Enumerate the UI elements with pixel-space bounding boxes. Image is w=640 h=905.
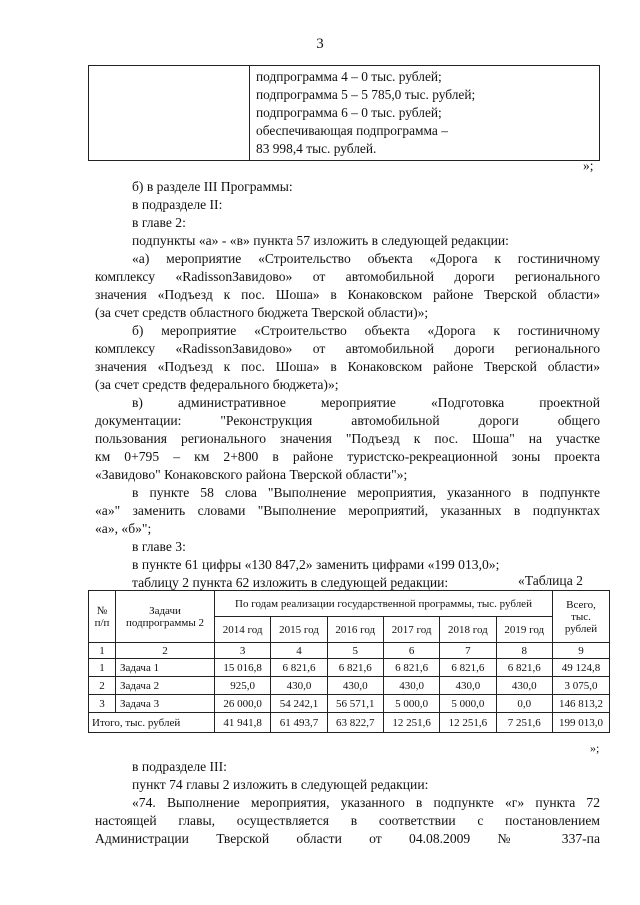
table-closing-quote: »; — [590, 741, 600, 755]
index-row — [89, 643, 610, 659]
col-header-total: Всего, тыс. рублей — [553, 591, 610, 643]
row-value: 56 571,1 — [327, 695, 383, 713]
index-cell: 4 — [271, 643, 327, 659]
col-header-task: Задачи подпрограммы 2 — [116, 591, 215, 643]
text-line: «а»" заменить словами "Выполнение мероприятий, указанных в подпунктах — [95, 503, 600, 518]
row-task: Задача 2 — [116, 677, 215, 695]
year-header: 2016 год — [327, 617, 383, 643]
subprogram-funding-table — [88, 65, 600, 161]
text-line: настоящей главы, осуществляется в соответствии с постановлением — [95, 813, 600, 828]
row-number: 2 — [89, 677, 116, 695]
text-line: в главе 2: — [132, 215, 186, 230]
index-cell: 7 — [440, 643, 496, 659]
text-line: документации: "Реконструкция автомобильной дороги общего — [95, 413, 600, 428]
empty-cell — [89, 66, 250, 161]
funding-line: подпрограмма 6 – 0 тыс. рублей; — [256, 105, 442, 120]
row-value: 430,0 — [383, 677, 439, 695]
row-value: 430,0 — [271, 677, 327, 695]
row-value: 430,0 — [327, 677, 383, 695]
row-number: 3 — [89, 695, 116, 713]
text-line: Администрации Тверской области от 04.08.2009 № 337-па — [95, 831, 600, 846]
row-value: 6 821,6 — [327, 659, 383, 677]
text-line: пользования регионального значения "Подъезд к пос. Шоша" на участке — [95, 431, 600, 446]
text-line: «а», «б»"; — [95, 521, 152, 536]
total-value: 12 251,6 — [440, 713, 496, 733]
row-value: 0,0 — [496, 695, 552, 713]
text-line: комплексу «RadissonЗавидово» от автомобильной дороги регионального — [95, 269, 600, 284]
text-line: в главе 3: — [132, 539, 186, 554]
total-label: Итого, тыс. рублей — [89, 713, 215, 733]
index-cell: 8 — [496, 643, 552, 659]
row-value: 15 016,8 — [215, 659, 271, 677]
total-value: 63 822,7 — [327, 713, 383, 733]
row-total: 3 075,0 — [553, 677, 610, 695]
text-line: б) мероприятие «Строительство объекта «Дорога к гостиничному — [132, 323, 600, 338]
text-line: «Завидово" Конаковского района Тверской области"»; — [95, 467, 408, 482]
table-row — [89, 695, 610, 713]
row-value: 430,0 — [496, 677, 552, 695]
index-cell: 2 — [116, 643, 215, 659]
funding-line: обеспечивающая подпрограмма – — [256, 123, 448, 138]
text-line: (за счет средств федерального бюджета)»; — [95, 377, 339, 392]
year-header: 2019 год — [496, 617, 552, 643]
closing-quote: »; — [583, 158, 594, 173]
index-cell: 5 — [327, 643, 383, 659]
text-line: подпункты «а» - «в» пункта 57 изложить в следующей редакции: — [132, 233, 509, 248]
table-row — [89, 677, 610, 695]
text-line: комплексу «RadissonЗавидово» от автомобильной дороги регионального — [95, 341, 600, 356]
funding-line: 83 998,4 тыс. рублей. — [256, 141, 377, 156]
funding-line: подпрограмма 5 – 5 785,0 тыс. рублей; — [256, 87, 476, 102]
total-value: 41 941,8 — [215, 713, 271, 733]
text-line: таблицу 2 пункта 62 изложить в следующей редакции: — [132, 575, 449, 590]
text-line: б) в разделе III Программы: — [132, 179, 293, 194]
total-grand: 199 013,0 — [553, 713, 610, 733]
text-line: значения «Подъезд к пос. Шоша» в Конаковском районе Тверской области» — [95, 359, 600, 374]
index-cell: 9 — [553, 643, 610, 659]
row-value: 430,0 — [440, 677, 496, 695]
row-number: 1 — [89, 659, 116, 677]
text-line: значения «Подъезд к пос. Шоша» в Конаковском районе Тверской области» — [95, 287, 600, 302]
row-value: 6 821,6 — [271, 659, 327, 677]
index-cell: 1 — [89, 643, 116, 659]
text-line: «а) мероприятие «Строительство объекта «Дорога к гостиничному — [132, 251, 600, 266]
text-line: в) административное мероприятие «Подготовка проектной — [132, 395, 600, 410]
text-line: в пункте 61 цифры «130 847,2» заменить цифрами «199 013,0»; — [132, 557, 500, 572]
table-2 — [88, 590, 610, 733]
index-cell: 6 — [383, 643, 439, 659]
total-value: 12 251,6 — [383, 713, 439, 733]
funding-cell — [250, 66, 600, 161]
row-value: 5 000,0 — [383, 695, 439, 713]
text-line: «74. Выполнение мероприятия, указанного в подпункте «г» пункта 72 — [132, 795, 600, 810]
text-line: в подразделе II: — [132, 197, 223, 212]
row-value: 925,0 — [215, 677, 271, 695]
col-header-years: По годам реализации государственной программы, тыс. рублей — [215, 591, 553, 617]
row-value: 26 000,0 — [215, 695, 271, 713]
text-line: в пункте 58 слова "Выполнение мероприятия, указанного в подпункте — [132, 485, 600, 500]
row-value: 5 000,0 — [440, 695, 496, 713]
row-value: 54 242,1 — [271, 695, 327, 713]
year-header: 2017 год — [383, 617, 439, 643]
col-header-number: № п/п — [89, 591, 116, 643]
total-value: 7 251,6 — [496, 713, 552, 733]
year-header: 2018 год — [440, 617, 496, 643]
text-line: (за счет средств областного бюджета Тверской области)»; — [95, 305, 429, 320]
row-task: Задача 3 — [116, 695, 215, 713]
text-line: км 0+795 – км 2+800 в районе туристско-рекреационной зоны проекта — [95, 449, 600, 464]
row-total: 146 813,2 — [553, 695, 610, 713]
table-row — [89, 659, 610, 677]
table-total-row — [89, 713, 610, 733]
row-task: Задача 1 — [116, 659, 215, 677]
year-header: 2014 год — [215, 617, 271, 643]
row-value: 6 821,6 — [440, 659, 496, 677]
text-line: пункт 74 главы 2 изложить в следующей редакции: — [132, 777, 429, 792]
total-value: 61 493,7 — [271, 713, 327, 733]
year-header: 2015 год — [271, 617, 327, 643]
funding-line: подпрограмма 4 – 0 тыс. рублей; — [256, 69, 442, 84]
row-value: 6 821,6 — [496, 659, 552, 677]
table-caption: «Таблица 2 — [518, 573, 583, 588]
row-total: 49 124,8 — [553, 659, 610, 677]
row-value: 6 821,6 — [383, 659, 439, 677]
text-line: в подразделе III: — [132, 759, 227, 774]
index-cell: 3 — [215, 643, 271, 659]
page-number: 3 — [316, 36, 324, 52]
